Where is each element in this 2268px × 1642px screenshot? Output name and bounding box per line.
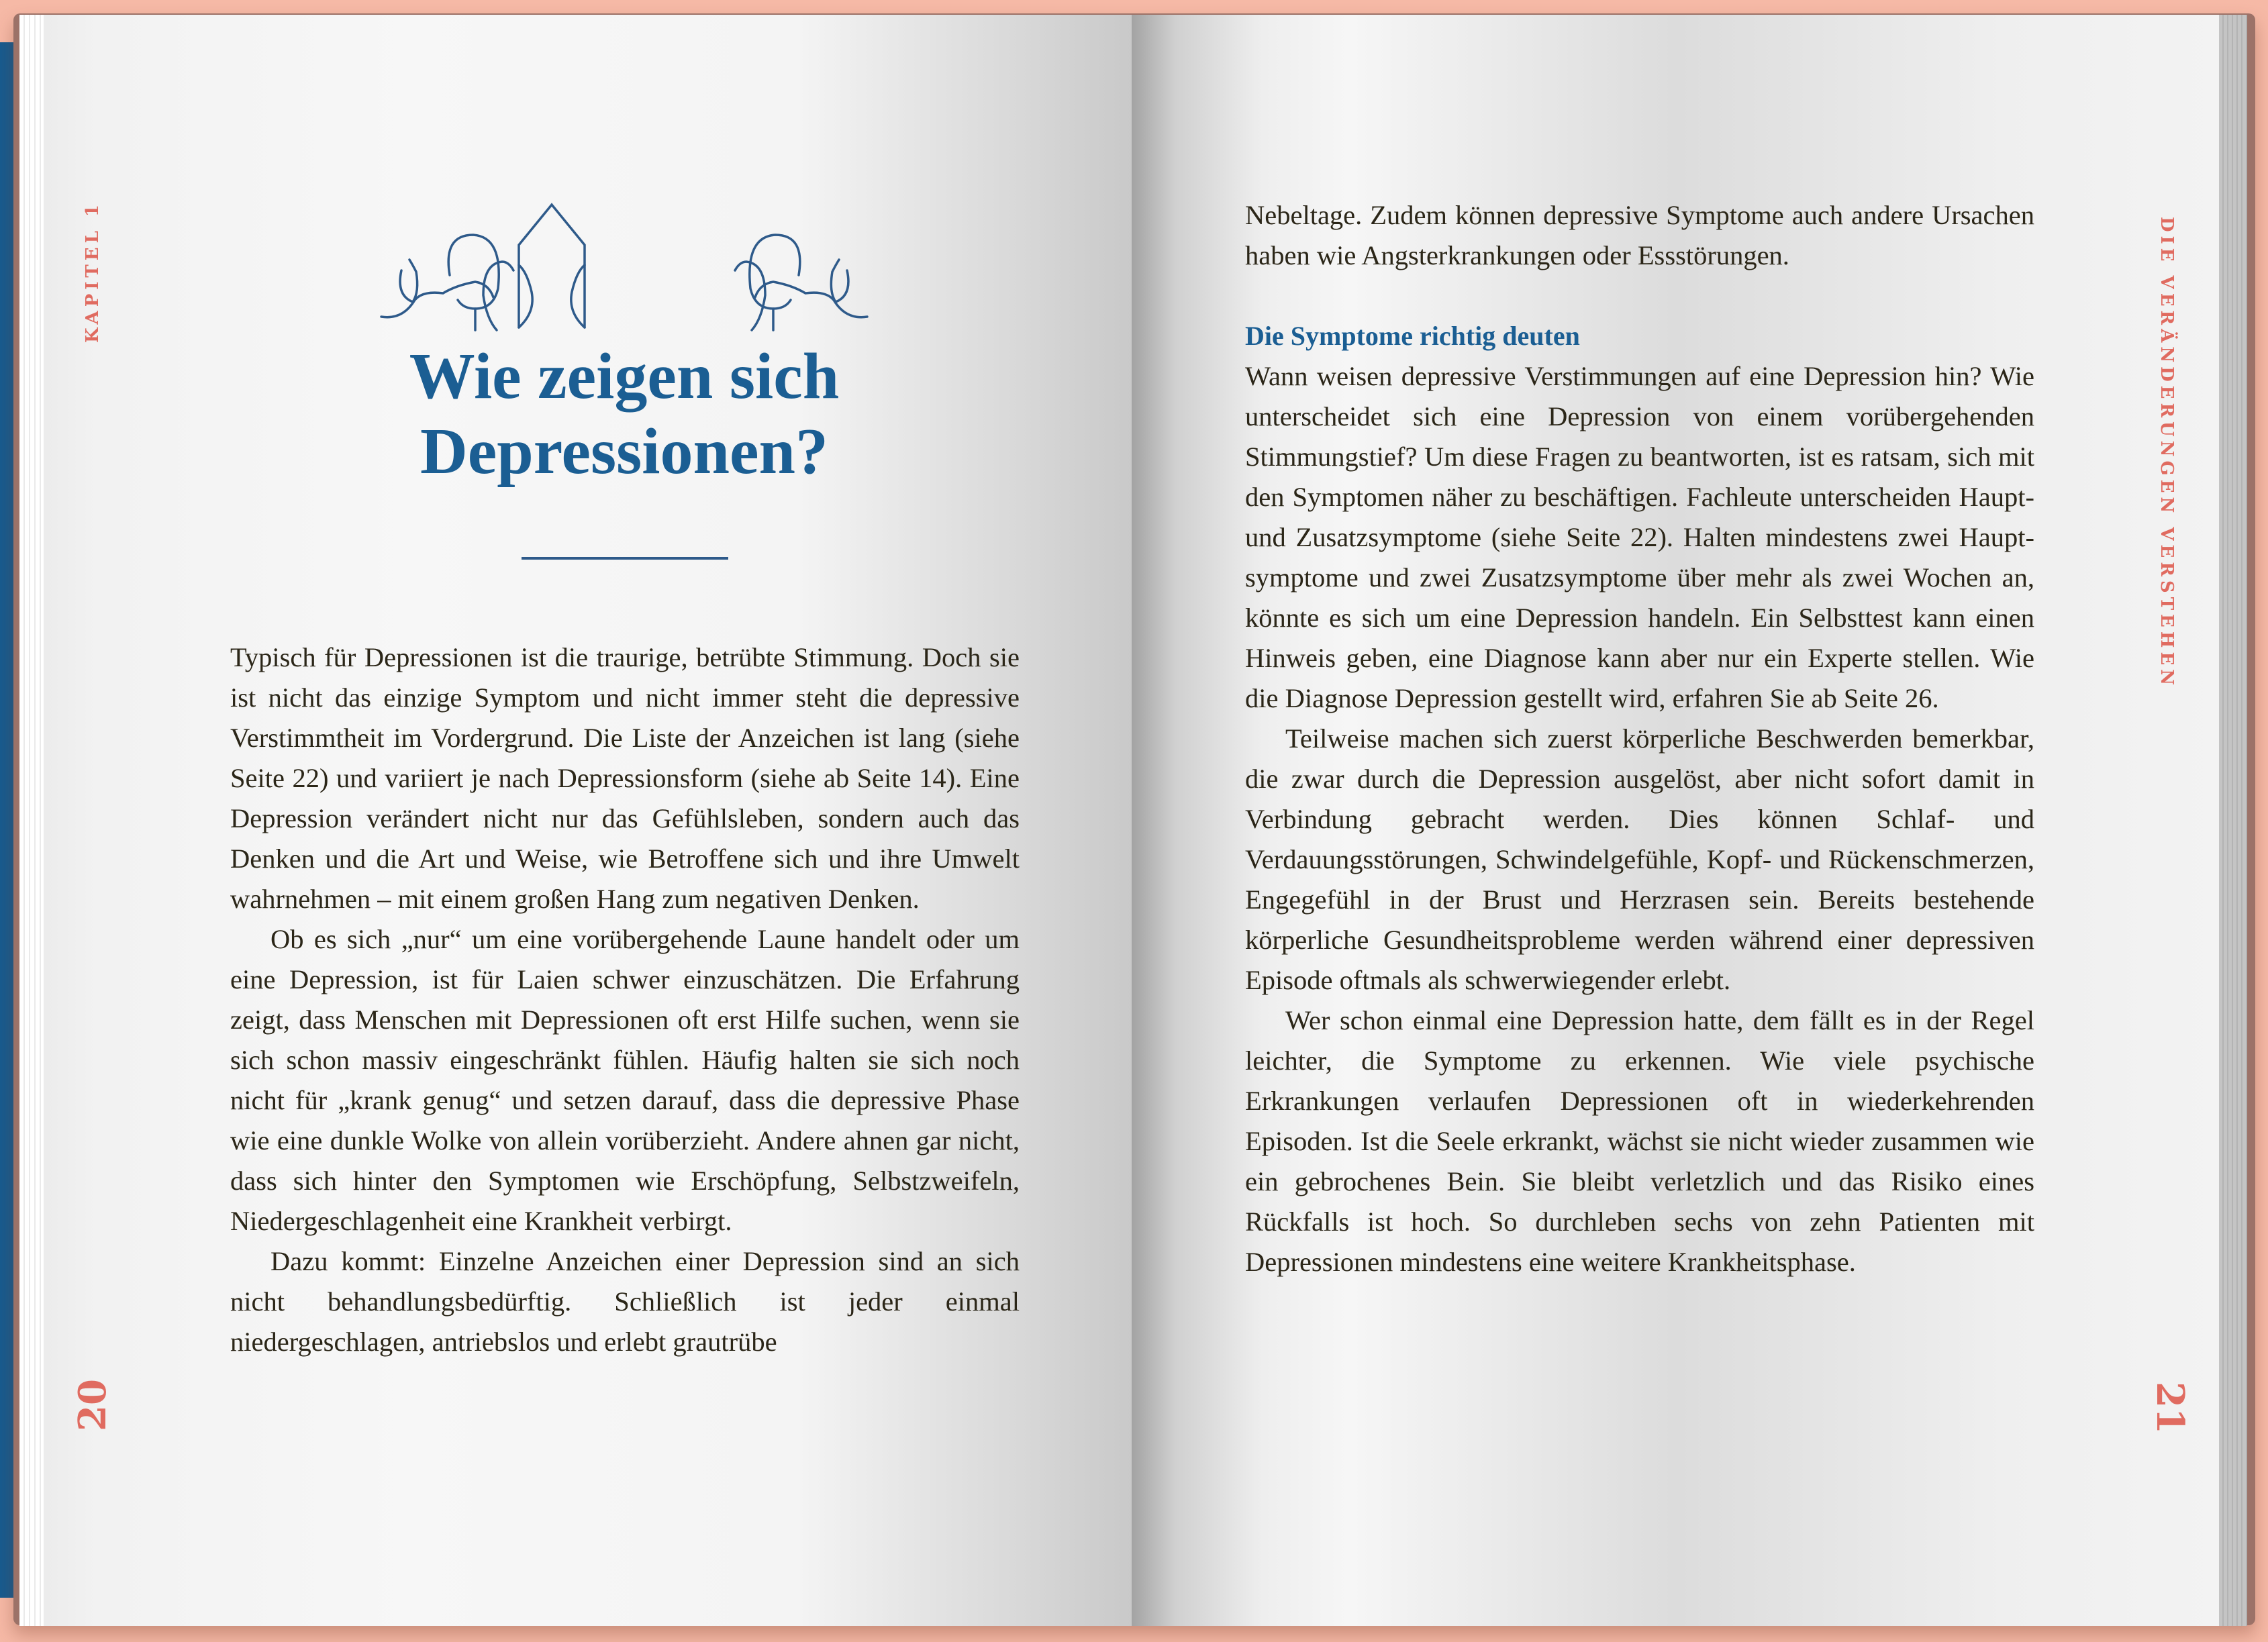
running-head-section: DIE VERÄNDERUNGEN VERSTEHEN bbox=[2157, 216, 2177, 690]
running-head-chapter: KAPITEL 1 bbox=[83, 200, 103, 344]
right-page-edges bbox=[2219, 15, 2247, 1626]
page-number-right: 21 bbox=[2148, 1382, 2192, 1434]
title-divider bbox=[522, 557, 728, 560]
paragraph: Dazu kommt: Einzelne Anzeichen einer Depression sind an sich nicht behandlungsbedürftig. Schließlich ist jeder einmal niedergeschlagen, antriebslos und erlebt grautrübe bbox=[230, 1246, 1020, 1357]
house-and-trees-ornament-icon bbox=[376, 198, 873, 342]
paragraph: Wann weisen depressive Verstimmungen auf eine Depression hin? Wie unterscheidet sich eine Depression von einem vorübergehenden Stimmungstief? Um diese Fragen zu beantworten, ist es ratsam, sich mit den Symptomen näher zu beschäftigen. Fachleute unterscheiden Haupt- und Zusatzsymptome (siehe Seite 22). Halten mindestens zwei Hauptsymptome und zwei Zusatzsymptome über mehr als zwei Wochen an, könnte es sich um eine Depression handeln. Ein Selbsttest kann einen Hinweis geben, eine Diagnose kann aber nur ein Experte stellen. Wie die Diagnose Depression gestellt wird, erfahren Sie ab Seite 26. bbox=[1245, 361, 2034, 713]
chapter-title-line1: Wie zeigen sich bbox=[409, 340, 840, 413]
paragraph: Wer schon einmal eine Depression hatte, dem fällt es in der Regel leichter, die Symptome zu erkennen. Wie viele psychische Erkrankungen verlaufen Depressionen oft in wiederkehrenden Episoden. Ist die Seele erkrankt, wächst sie nicht wieder zusammen wie ein gebrochenes Bein. Sie bleibt verletzlich und das Risiko eines Rückfalls ist hoch. So durchleben sechs von zehn Patienten mit Depressionen mindestens eine weitere Krankheitsphase. bbox=[1245, 1005, 2034, 1277]
page-number-left: 20 bbox=[70, 1379, 115, 1431]
chapter-title bbox=[289, 339, 960, 489]
left-page-edges bbox=[19, 15, 44, 1626]
section-subheading: Die Symptome richtig deuten bbox=[1245, 321, 1580, 351]
right-body-text bbox=[1245, 195, 2034, 1282]
paragraph: Typisch für Depressionen ist die traurige, betrübte Stimmung. Doch sie ist nicht das einzige Symptom und nicht immer steht die depressive Verstimmtheit im Vordergrund. Die Liste der Anzeichen ist lang (siehe Seite 22) und variiert je nach Depressionsform (siehe ab Seite 14). Eine Depression verändert nicht nur das Gefühlsleben, sondern auch das Denken und die Art und Weise, wie Betroffene sich und ihre Umwelt wahrnehmen – mit einem großen Hang zum negativen Denken. bbox=[230, 642, 1020, 914]
chapter-title-line2: Depressionen? bbox=[420, 415, 828, 488]
paragraph: Ob es sich „nur“ um eine vorübergehende Laune handelt oder um eine Depression, ist für Laien schwer einzuschätzen. Die Erfahrung zeigt, dass Menschen mit Depressionen oft erst Hilfe suchen, wenn sie sich schon massiv eingeschränkt fühlen. Häufig halten sie sich noch nicht für „krank genug“ und setzen darauf, dass die depressive Phase wie eine dunkle Wolke von allein vorüberzieht. Andere ahnen gar nicht, dass sich hinter den Symptomen wie Erschöpfung, Selbstzweifeln, Niedergeschlagenheit eine Krankheit verbirgt. bbox=[230, 924, 1020, 1236]
paragraph: Teilweise machen sich zuerst körperliche Beschwerden bemerkbar, die zwar durch die Depression ausgelöst, aber nicht sofort damit in Verbindung gebracht werden. Dies können Schlaf- und Verdauungsstörungen, Schwindelgefühle, Kopf- und Rückenschmerzen, Engegefühl in der Brust und Herzrasen sein. Bereits bestehende körperliche Gesundheitsprobleme werden während einer depressiven Episode oftmals als schwerwiegender erlebt. bbox=[1245, 723, 2034, 995]
paragraph: Nebeltage. Zudem können depressive Symptome auch andere Ursachen haben wie Angsterkrankungen oder Essstörungen. bbox=[1245, 200, 2034, 270]
left-body-text bbox=[230, 637, 1020, 1362]
